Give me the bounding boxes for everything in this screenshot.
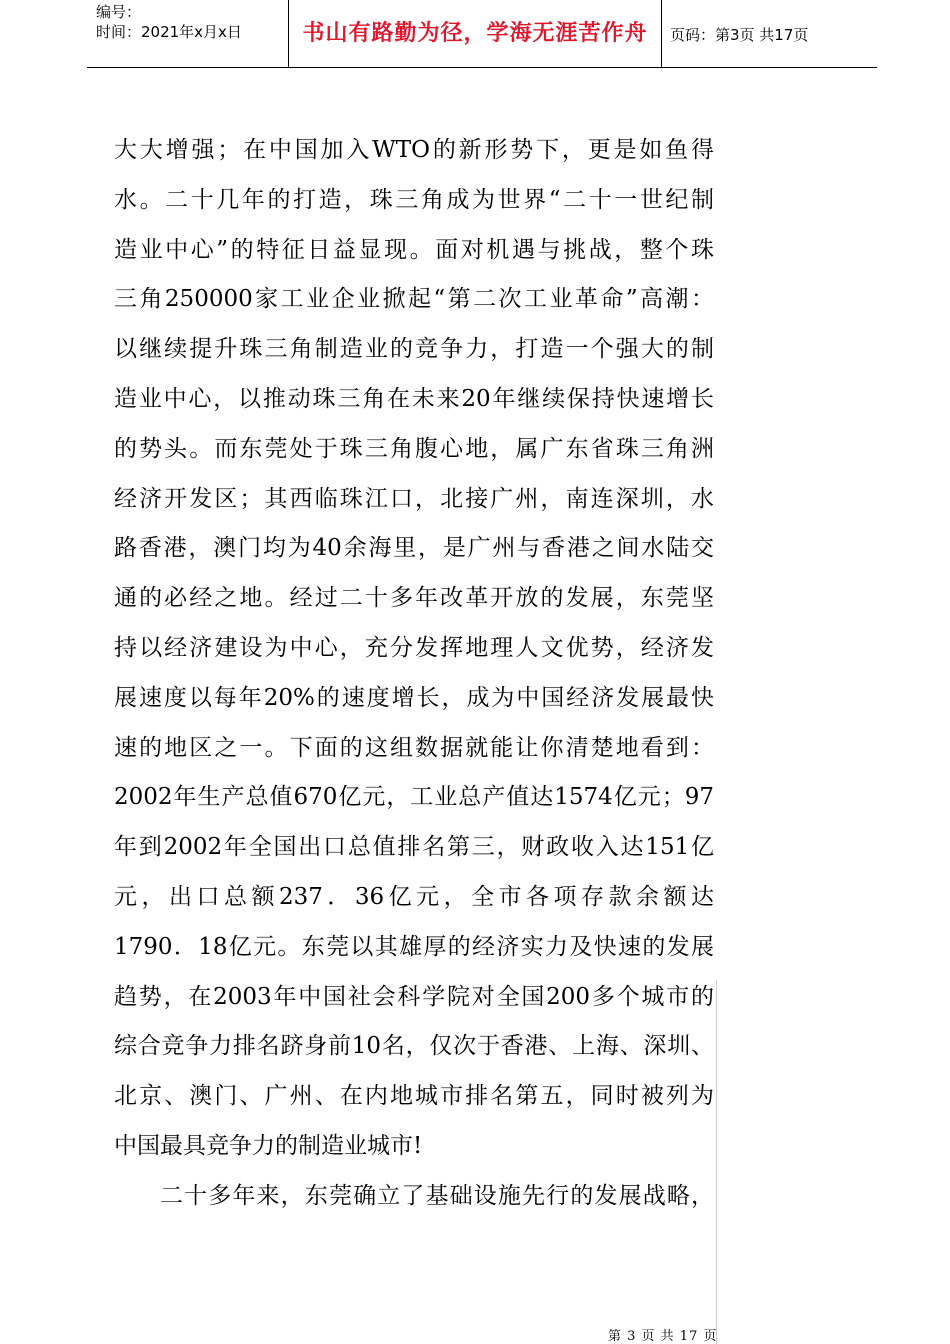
body-line: 经济开发区；其西临珠江口，北接广州，南连深圳，水 <box>114 485 714 512</box>
header-page-info: 页码：第3页 共17页 <box>670 26 809 44</box>
body-line: 综合竞争力排名跻身前10名，仅次于香港、上海、深圳、 <box>114 1033 714 1060</box>
body-line: 2002年生产总值670亿元，工业总产值达1574亿元；97 <box>114 784 714 811</box>
header-meta <box>96 2 288 42</box>
document-number-label: 编号： <box>96 3 142 21</box>
body-line: 路香港，澳门均为40余海里，是广州与香港之间水陆交 <box>114 535 714 562</box>
body-line-paragraph-start: 二十多年来，东莞确立了基础设施先行的发展战略， <box>160 1182 714 1209</box>
body-line: 造业中心”的特征日益显现。面对机遇与挑战，整个珠 <box>114 236 714 263</box>
body-line: 以继续提升珠三角制造业的竞争力，打造一个强大的制 <box>114 336 714 363</box>
document-time-label: 时间：2021年x月x日 <box>96 23 242 41</box>
header-rule <box>87 67 877 68</box>
body-line: 通的必经之地。经过二十多年改革开放的发展，东莞坚 <box>114 585 714 612</box>
body-line: 的势头。而东莞处于珠三角腹心地，属广东省珠三角洲 <box>114 435 714 462</box>
body-line: 北京、澳门、广州、在内地城市排名第五，同时被列为 <box>114 1083 714 1110</box>
body-line: 水。二十几年的打造，珠三角成为世界“二十一世纪制 <box>114 186 714 213</box>
body-line: 展速度以每年20%的速度增长，成为中国经济发展最快 <box>114 684 714 711</box>
body-line: 大大增强；在中国加入WTO的新形势下，更是如鱼得 <box>114 137 714 163</box>
footer-page-number: 第 3 页 共 17 页 <box>608 1329 718 1344</box>
body-line: 年到2002年全国出口总值排名第三，财政收入达151亿 <box>114 834 714 861</box>
header-divider-right <box>661 0 662 68</box>
body-line: 持以经济建设为中心，充分发挥地理人文优势，经济发 <box>114 634 714 661</box>
body-line-paragraph-end: 中国最具竞争力的制造业城市! <box>114 1132 423 1159</box>
body-line: 趋势，在2003年中国社会科学院对全国200多个城市的 <box>114 983 714 1010</box>
body-line: 三角250000家工业企业掀起“第二次工业革命”高潮： <box>114 286 714 313</box>
body-line: 造业中心，以推动珠三角在未来20年继续保持快速增长 <box>114 385 714 412</box>
document-body <box>114 126 714 1222</box>
body-line: 元，出口总额237．36亿元，全市各项存款余额达 <box>114 883 714 910</box>
body-line: 1790．18亿元。东莞以其雄厚的经济实力及快速的发展 <box>114 933 714 960</box>
body-line: 速的地区之一。下面的这组数据就能让你清楚地看到： <box>114 734 714 761</box>
header-motto: 书山有路勤为径，学海无涯苦作舟 <box>302 21 648 46</box>
margin-marker-line <box>716 980 717 1344</box>
